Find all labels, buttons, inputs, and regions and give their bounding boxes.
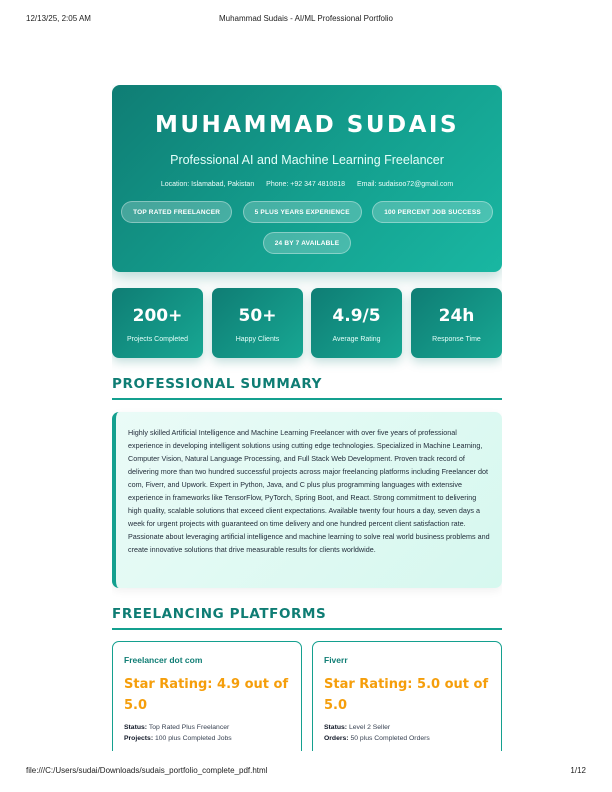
count-value: 100 plus Completed Jobs bbox=[154, 735, 232, 742]
badge-list bbox=[112, 201, 502, 263]
platform-name: Freelancer dot com bbox=[124, 655, 203, 665]
stat-value: 24h bbox=[438, 306, 475, 326]
stat-card-clients bbox=[212, 288, 303, 358]
print-page-number: 1/12 bbox=[570, 766, 586, 775]
platform-count bbox=[324, 733, 490, 744]
summary-text: Highly skilled Artificial Intelligence and Machine Learning Freelancer with over five years of professional experience in developing intelligent solutions using cutting edge technologies. Specialized in Machine Learning, Computer Vision, Natural Language Processing, and Full Stack Web Development. Proven track record of delivering more than two hundred successful projects across major freelancing platforms including Freelancer dot com, Fiverr, and Upwork. Expert in Python, Java, and C plus plus programming languages with extensive experience in frameworks like TensorFlow, PyTorch, Spring Boot, and React. Strong commitment to delivering high quality, scalable solutions that exceed client expectations. Available twenty four hours a day, seven days a week for urgent projects with guaranteed on time delivery and one hundred percent client satisfaction rate. Passionate about leveraging artificial intelligence and machine learning to solve real world business problems and create innovative solutions that drive measurable results for clients worldwide. bbox=[128, 428, 490, 554]
print-title: Muhammad Sudais - AI/ML Professional Portfolio bbox=[218, 14, 393, 23]
status-label: Status: bbox=[124, 724, 148, 731]
stat-card-projects bbox=[112, 288, 203, 358]
stat-card-rating bbox=[311, 288, 402, 358]
contact-email: Email: sudaisoo72@gmail.com bbox=[356, 181, 454, 188]
status-value: Level 2 Seller bbox=[348, 724, 391, 731]
platform-card-fiverr bbox=[312, 641, 502, 751]
stat-label: Response Time bbox=[432, 336, 481, 343]
stat-value: 200+ bbox=[132, 306, 183, 326]
platform-card-freelancer bbox=[112, 641, 302, 751]
platform-name: Fiverr bbox=[324, 655, 348, 665]
summary-heading: PROFESSIONAL SUMMARY bbox=[112, 376, 502, 400]
platform-status bbox=[324, 722, 490, 733]
platform-rating: Star Rating: 5.0 out of 5.0 bbox=[324, 677, 489, 713]
stat-label: Average Rating bbox=[332, 336, 381, 343]
platform-rating: Star Rating: 4.9 out of 5.0 bbox=[124, 677, 289, 713]
stat-label: Projects Completed bbox=[126, 336, 189, 343]
hero-name: MUHAMMAD SUDAIS bbox=[154, 112, 460, 138]
print-date: 12/13/25, 2:05 AM bbox=[26, 14, 91, 23]
count-value: 50 plus Completed Orders bbox=[350, 735, 430, 742]
badge-job-success: 100 PERCENT JOB SUCCESS bbox=[372, 201, 493, 223]
print-footer bbox=[26, 766, 586, 778]
badge-top-rated: TOP RATED FREELANCER bbox=[121, 201, 232, 223]
print-file-path: file:///C:/Users/sudai/Downloads/sudais_portfolio_complete_pdf.html bbox=[26, 766, 268, 775]
stat-value: 50+ bbox=[238, 306, 277, 326]
platform-count bbox=[124, 733, 290, 744]
portfolio-page bbox=[112, 85, 502, 751]
contact-location: Location: Islamabad, Pakistan bbox=[160, 181, 255, 188]
badge-experience: 5 PLUS YEARS EXPERIENCE bbox=[243, 201, 362, 223]
platform-status bbox=[124, 722, 290, 733]
contact-phone: Phone: +92 347 4810818 bbox=[266, 181, 345, 188]
platforms-grid bbox=[112, 641, 502, 751]
stats-row bbox=[112, 288, 502, 358]
status-value: Top Rated Plus Freelancer bbox=[148, 724, 230, 731]
print-header bbox=[26, 14, 586, 26]
hero-banner bbox=[112, 85, 502, 272]
badge-availability: 24 BY 7 AVAILABLE bbox=[263, 232, 352, 254]
stat-label: Happy Clients bbox=[235, 336, 280, 343]
stat-value: 4.9/5 bbox=[332, 306, 381, 326]
contact-line bbox=[112, 181, 502, 188]
count-label: Projects: bbox=[124, 735, 154, 742]
hero-tagline: Professional AI and Machine Learning Freelancer bbox=[170, 153, 444, 167]
count-label: Orders: bbox=[324, 735, 349, 742]
summary-box bbox=[112, 412, 502, 588]
platforms-heading: FREELANCING PLATFORMS bbox=[112, 606, 502, 630]
status-label: Status: bbox=[324, 724, 348, 731]
stat-card-response bbox=[411, 288, 502, 358]
